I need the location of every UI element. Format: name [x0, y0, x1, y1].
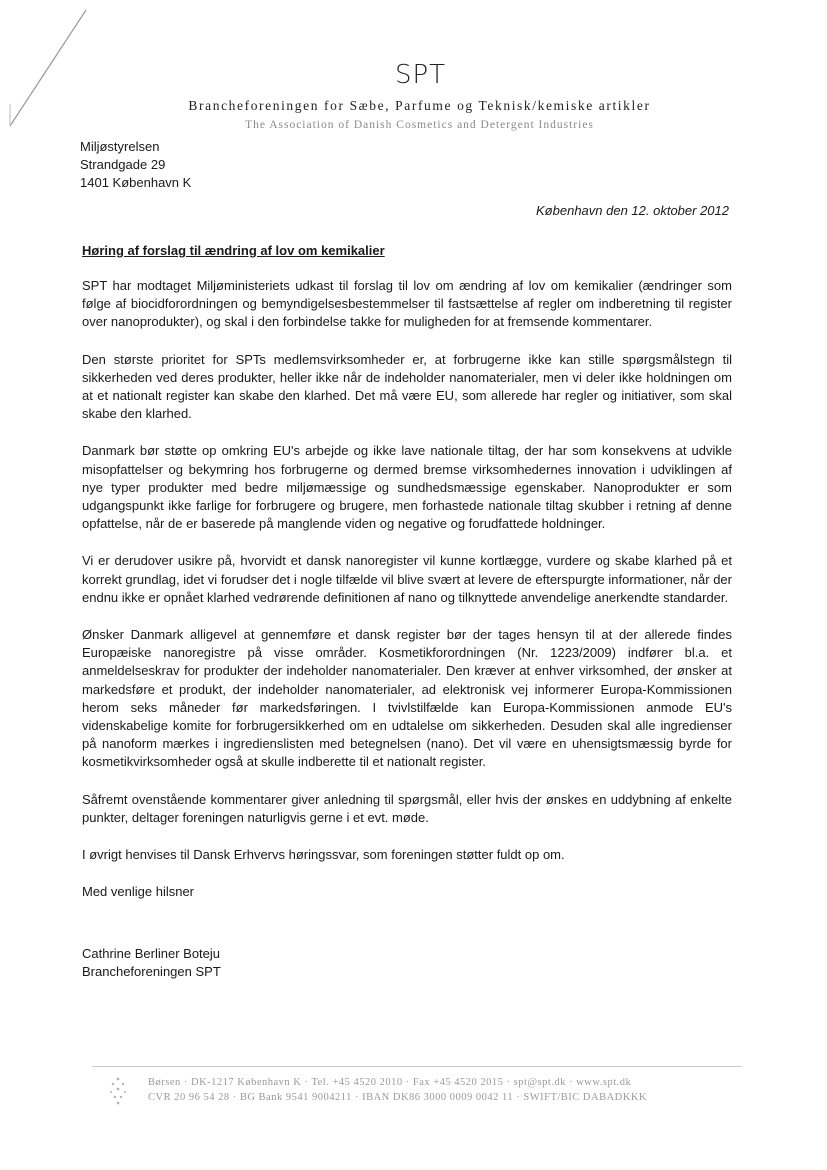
paragraph: SPT har modtaget Miljøministeriets udkast til forslag til lov om ændring af lov om kemikalier (ændringer som følge af biocidforordningen og bemyndigelsesbestemmelser til fastsættelse af regler om indberetning til register over nanoprodukter), og skal i den forbindelse takke for muligheden for at fremsende kommentarer. [82, 278, 732, 330]
paragraph: Den største prioritet for SPTs medlemsvirksomheder er, at forbrugerne ikke kan stille spørgsmålstegn til sikkerheden ved deres produkter, heller ikke når de indeholder nanomaterialer, men vi deler ikke holdningen om at et nationalt register kan skabe den klarhed. Det må være EU, som allerede har regler og initiativer, som skal skabe den klarhed. [82, 351, 732, 422]
paragraph: Ønsker Danmark alligevel at gennemføre et dansk register bør der tages hensyn til at der allerede findes Europæiske nanoregistre på visse områder. Kosmetikforordningen (Nr. 1223/2009) indfører bl.a. et anmeldelseskrav for produkter der indeholder nanomaterialer. Den kræver at enhver virksomhed, der ønsker at markedsføre et produkt, der indeholder nanomaterialer, ad elektronisk vej informerer Europa-Kommissionen herom seks måneder før markedsføringen. I tvivlstilfælde kan Europa-Kommissionen anmode EU's videnskabelige komite for forbrugersikkerhed om en udtalelse om sikkerheden. Desuden skal alle ingredienser på nanoform mærkes i ingredienslisten med betegnelsen (nano). Det vil være en uhensigtsmæssig byrde for kosmetikvirksomheder også at skulle indberette til et nationalt register. [82, 627, 732, 770]
signatory-name: Cathrine Berliner Boteju [82, 946, 221, 962]
recipient-name: Miljøstyrelsen [80, 139, 160, 154]
signatory-organization: Brancheforeningen SPT [82, 964, 221, 980]
closing-greeting: Med venlige hilsner [82, 884, 195, 900]
paragraph: Danmark bør støtte op omkring EU's arbejde og ikke lave nationale tiltag, der har som konsekvens at udvikle misopfattelser og bekymring hos forbrugerne og dermed bremse virksomhedernes innovation i udviklingen af nye typer produkter med bedre miljømæssige og sundhedsmæssige egenskaber. Nanoprodukter er som udgangspunkt ikke farlige for forbrugere og brugere, men forhastede nationale tiltag skubber i retning af denne opfattelse, når de er baserede på manglende viden og negative og forudfattede holdninger. [82, 443, 732, 532]
footer-logo-icon [106, 1075, 130, 1109]
signature-block [82, 945, 732, 981]
paragraph: Vi er derudover usikre på, hvorvidt et dansk nanoregister vil kunne kortlægge, vurdere og skabe klarhed på et korrekt grundlag, idet vi forudser det i nogle tilfælde vil blive svært at levere de efterspurgte informationer, når der endnu ikke er opnået klarhed vedrørende definitionen af nano og tilknyttede anvendelige anerkendte standarder. [82, 553, 732, 605]
association-name-english: The Association of Danish Cosmetics and Detergent Industries [245, 119, 594, 131]
recipient-address [80, 138, 191, 192]
paragraph: I øvrigt henvises til Dansk Erhvervs høringssvar, som foreningen støtter fuldt op om. [82, 847, 565, 863]
footer-contact-line: Børsen · DK-1217 København K · Tel. +45 4520 2010 · Fax +45 4520 2015 · spt@spt.dk · www.spt.dk [148, 1077, 632, 1088]
footer-bank-line: CVR 20 96 54 28 · BG Bank 9541 9004211 · IBAN DK86 3000 0009 0042 11 · SWIFT/BIC DABADKKK [148, 1092, 648, 1103]
letter-subject: Høring af forslag til ændring af lov om kemikalier [82, 243, 385, 258]
letter-date: København den 12. oktober 2012 [536, 203, 729, 218]
spt-logo: SPT [394, 60, 447, 90]
letter-footer [148, 1075, 708, 1105]
recipient-city: 1401 København K [80, 175, 192, 190]
letterhead [0, 60, 827, 131]
paragraph: Såfremt ovenstående kommentarer giver anledning til spørgsmål, eller hvis der ønskes en uddybning af enkelte punkter, deltager foreningen naturligvis gerne i et evt. møde. [82, 791, 732, 825]
recipient-street: Strandgade 29 [80, 157, 166, 172]
footer-divider [92, 1066, 742, 1067]
letter-body [82, 277, 732, 981]
association-name-danish: Brancheforeningen for Sæbe, Parfume og Teknisk/kemiske artikler [188, 98, 651, 113]
